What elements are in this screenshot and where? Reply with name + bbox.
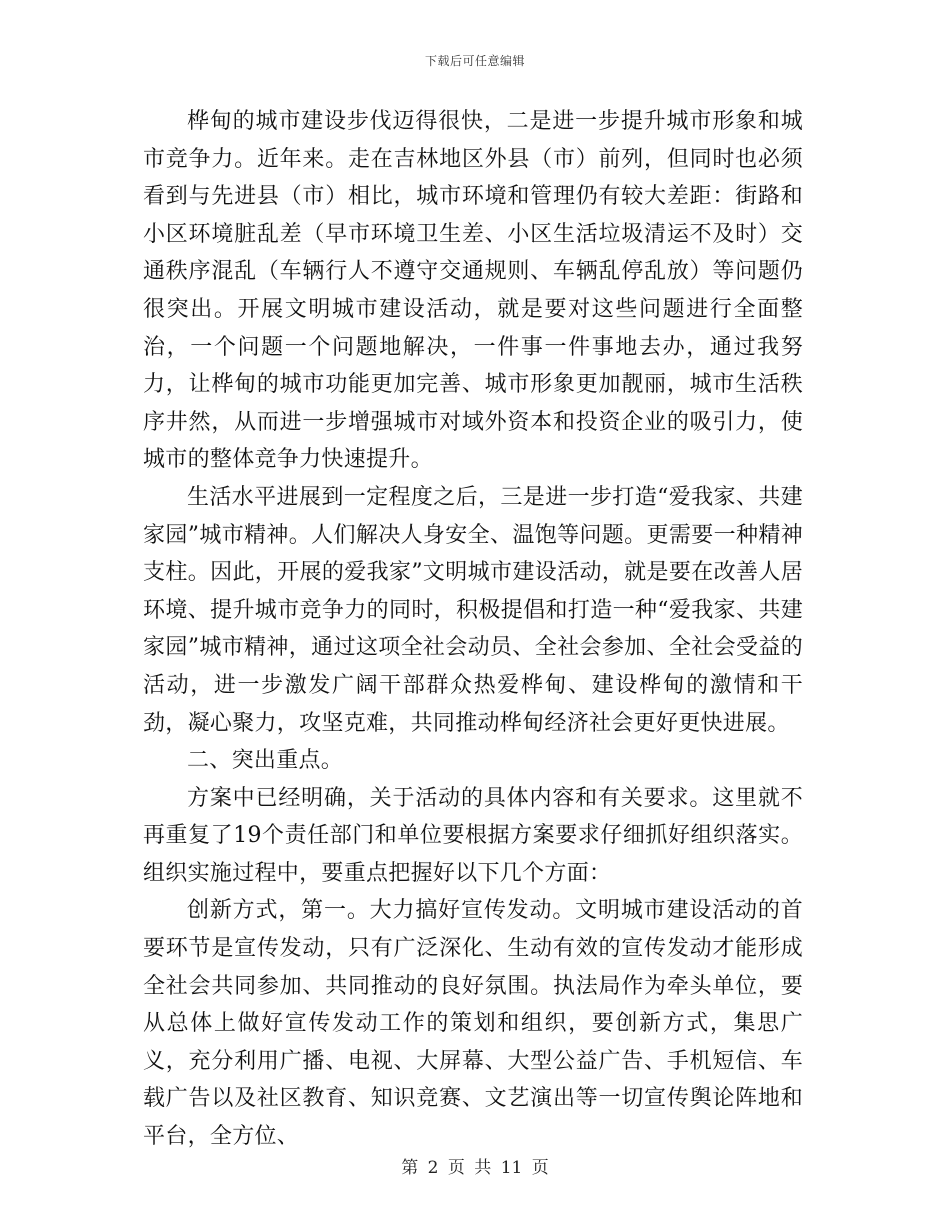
page-header: 下载后可任意编辑	[424, 54, 525, 68]
paragraph: 创新方式，第一。大力搞好宣传发动。文明城市建设活动的首要环节是宣传发动，只有广泛深化、生动有效的宣传发动才能形成全社会共同参加、共同推动的良好氛围。执法局作为牵头单位，要从总体上做好宣传发动工作的策划和组织，要创新方式，集思广义，充分利用广播、电视、大屏幕、大型公益广告、手机短信、车载广告以及社区教育、知识竞赛、文艺演出等一切宣传舆论阵地和平台，全方位、	[143, 898, 803, 1150]
paragraph: 生活水平进展到一定程度之后，三是进一步打造“爱我家、共建家园”城市精神。人们解决人身安全、温饱等问题。更需要一种精神支柱。因此，开展的爱我家”文明城市建设活动，就是要在改善人居环境、提升城市竞争力的同时，积极提倡和打造一种“爱我家、共建家园”城市精神，通过这项全社会动员、全社会参加、全社会受益的活动，进一步激发广阔干部群众热爱桦甸、建设桦甸的激情和干劲，凝心聚力，攻坚克难，共同推动桦甸经济社会更好更快进展。	[143, 484, 803, 736]
section-heading: 二、突出重点。	[187, 748, 344, 774]
page-number: 第 2 页 共 11 页	[401, 1158, 549, 1178]
paragraph: 方案中已经明确，关于活动的具体内容和有关要求。这里就不再重复了19个责任部门和单位要根据方案要求仔细抓好组织落实。组织实施过程中，要重点把握好以下几个方面：	[143, 785, 803, 886]
document-body	[143, 103, 803, 1156]
paragraph: 桦甸的城市建设步伐迈得很快，二是进一步提升城市形象和城市竞争力。近年来。走在吉林地区外县（市）前列，但同时也必须看到与先进县（市）相比，城市环境和管理仍有较大差距：街路和小区环境脏乱差（早市环境卫生差、小区生活垃圾清运不及时）交通秩序混乱（车辆行人不遵守交通规则、车辆乱停乱放）等问题仍很突出。开展文明城市建设活动，就是要对这些问题进行全面整治，一个问题一个问题地解决，一件事一件事地去办，通过我努力，让桦甸的城市功能更加完善、城市形象更加靓丽，城市生活秩序井然，从而进一步增强城市对域外资本和投资企业的吸引力，使城市的整体竞争力快速提升。	[143, 109, 803, 473]
